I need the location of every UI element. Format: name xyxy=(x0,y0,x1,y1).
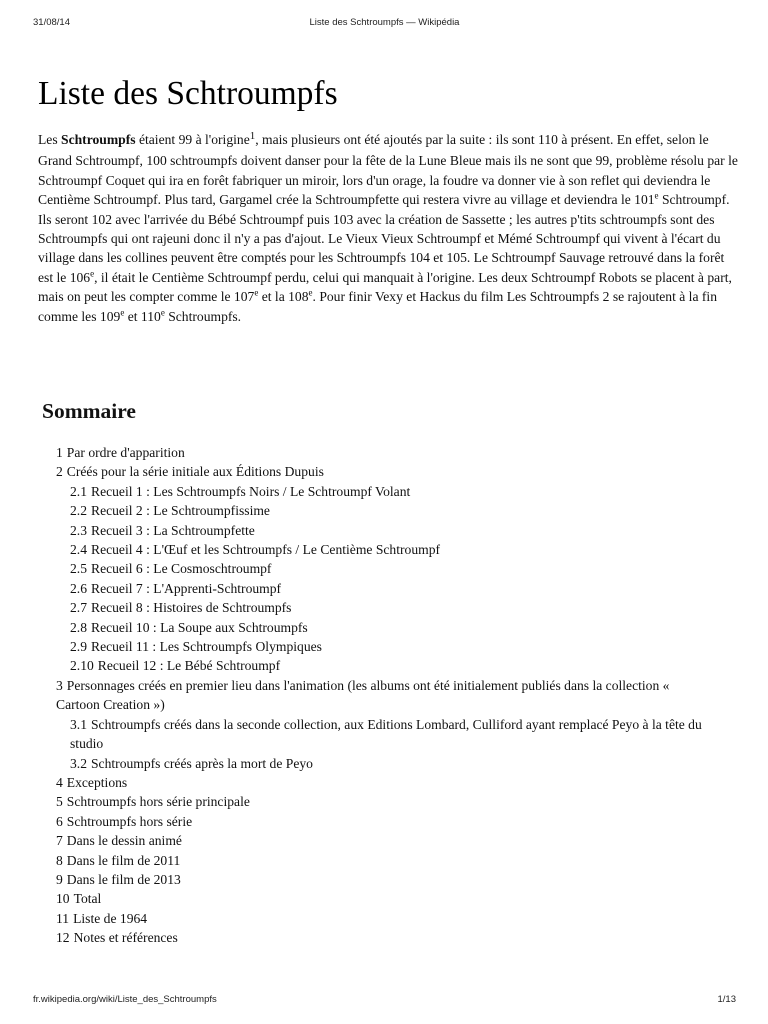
toc-item[interactable] xyxy=(42,792,742,811)
page-title: Liste des Schtroumpfs xyxy=(38,75,338,112)
toc-title: Sommaire xyxy=(42,399,136,423)
print-page-title: Liste des Schtroumpfs — Wikipédia xyxy=(309,17,460,28)
toc-number: 2.2 xyxy=(70,503,87,519)
toc-label: Personnages créés en premier lieu dans l'animation (les albums ont été initialement publiés dans la collection « Cartoon Creation ») xyxy=(56,677,670,713)
toc-number: 2.4 xyxy=(70,542,87,558)
intro-text: . Pour finir Vexy et Hackus du film Les Schtroumpfs 2 se rajoutent à la fin comme les 109 xyxy=(38,289,717,324)
toc-number: 2.1 xyxy=(70,483,87,499)
toc-label: Dans le film de 2013 xyxy=(66,871,181,887)
toc-label: Schtroumpfs hors série xyxy=(66,813,193,829)
reference-link[interactable]: 1 xyxy=(249,130,256,142)
toc-subitem[interactable] xyxy=(42,618,742,637)
toc-item[interactable] xyxy=(42,831,742,850)
toc-item[interactable] xyxy=(42,928,742,947)
toc-item[interactable] xyxy=(42,773,742,792)
toc-subitem[interactable] xyxy=(42,637,742,656)
toc-label: Recueil 10 : La Soupe aux Schtroumpfs xyxy=(91,619,308,635)
toc-subitem[interactable] xyxy=(42,656,742,675)
intro-text: , mais plusieurs ont été ajoutés par la suite : ils sont 110 à présent. En effet, selon le Grand Schtroumpf, 100 schtroumpfs doivent danser pour la fête de la Lune Bleue mais ils ne sont que 99, problème résolu par le Schtroumpf Coquet qui ira en forêt fabriquer un miroir, lors d'un orage, la foudre va donner vie à son reflet qui deviendra le Centième Schtroumpf. Plus tard, Gargamel crée la Schtroumpfette qui restera vivre au village et deviendra le 101 xyxy=(38,132,738,208)
toc-subitem[interactable] xyxy=(42,715,730,754)
toc-number: 3.1 xyxy=(70,716,87,732)
toc-subitem[interactable] xyxy=(42,482,742,501)
toc-number: 2.5 xyxy=(70,561,87,577)
toc-number: 2 xyxy=(56,464,63,480)
toc-label: Recueil 8 : Histoires de Schtroumpfs xyxy=(91,600,292,616)
toc-number: 2.3 xyxy=(70,522,87,538)
print-date: 31/08/14 xyxy=(33,17,70,28)
toc-label: Liste de 1964 xyxy=(73,910,148,926)
intro-text: Les xyxy=(38,132,62,147)
toc-number: 10 xyxy=(56,891,70,907)
toc-label: Schtroumpfs créés après la mort de Peyo xyxy=(91,755,313,771)
toc-number: 8 xyxy=(56,852,63,868)
toc-subitem[interactable] xyxy=(42,598,742,617)
toc-number: 9 xyxy=(56,871,63,887)
toc-number: 2.6 xyxy=(70,580,87,596)
toc-item[interactable] xyxy=(42,889,742,908)
toc-label: Dans le dessin animé xyxy=(66,833,182,849)
ordinal-suffix: e xyxy=(120,307,125,318)
toc-subitem[interactable] xyxy=(42,501,742,520)
toc-label: Par ordre d'apparition xyxy=(66,445,185,460)
ordinal-suffix: e xyxy=(308,287,313,298)
toc-label: Recueil 6 : Le Cosmoschtroumpf xyxy=(91,561,272,577)
print-header xyxy=(33,17,736,31)
toc-number: 1 xyxy=(56,445,63,460)
toc-number: 2.8 xyxy=(70,619,87,635)
print-page-number: 1/13 xyxy=(717,994,736,1005)
intro-text: Schtroumpfs. xyxy=(164,308,242,324)
toc-label: Total xyxy=(73,891,102,907)
toc-label: Schtroumpfs créés dans la seconde collection, aux Editions Lombard, Culliford ayant remplacé Peyo à la tête du studio xyxy=(70,716,702,752)
toc-label: Recueil 4 : L'Œuf et les Schtroumpfs / Le Centième Schtroumpf xyxy=(91,542,441,558)
toc-item[interactable] xyxy=(42,870,742,889)
toc-label: Recueil 12 : Le Bébé Schtroumpf xyxy=(97,658,281,674)
toc-number: 2.7 xyxy=(70,600,87,616)
toc-label: Recueil 1 : Les Schtroumpfs Noirs / Le Schtroumpf Volant xyxy=(91,483,411,499)
toc-number: 5 xyxy=(56,794,63,810)
toc-item[interactable] xyxy=(42,812,742,831)
toc-label: Recueil 11 : Les Schtroumpfs Olympiques xyxy=(91,639,322,655)
toc-item[interactable] xyxy=(42,909,742,928)
toc-subitem[interactable] xyxy=(42,521,742,540)
toc-number: 3.2 xyxy=(70,755,87,771)
toc-label: Exceptions xyxy=(66,774,128,790)
ordinal-suffix: e xyxy=(654,190,659,201)
article-subject-bold: Schtroumpfs xyxy=(61,132,136,147)
intro-text: Schtroumpf. Ils seront 102 avec l'arrivée du Bébé Schtroumpf puis 103 avec la création de Sassette ; les autres p'tits schtroumpfs sont des Schtroumpfs qui ont rajeuni donc il n'y a pas d'ajout. Le Vieux Vieux Schtroumpf et Mémé Schtroumpf qui vivent à l'écart du village dans les collines peuvent être comptés pour les Schtroumpfs 104 et 105. Le Schtroumpf Sauvage retrouvé dans la forêt est le 106 xyxy=(38,192,730,285)
toc-number: 4 xyxy=(56,774,63,790)
toc-label: Notes et références xyxy=(73,930,178,946)
intro-text: , il était le Centième Schtroumpf perdu, celui qui manquait à l'origine. Les deux Schtroumpf Robots se placent à part, mais on peut les compter comme le 107 xyxy=(38,269,732,305)
toc-number: 11 xyxy=(56,910,70,926)
ordinal-suffix: e xyxy=(90,268,95,279)
toc-label: Recueil 3 : La Schtroumpfette xyxy=(91,522,255,538)
toc-subitem[interactable] xyxy=(42,579,742,598)
intro-text: étaient 99 à l'origine xyxy=(135,132,250,147)
print-url: fr.wikipedia.org/wiki/Liste_des_Schtroumpfs xyxy=(33,994,217,1005)
ordinal-suffix: e xyxy=(254,287,259,298)
toc-item[interactable] xyxy=(42,462,742,481)
intro-paragraph xyxy=(38,130,738,326)
toc-item[interactable] xyxy=(42,676,716,715)
toc-label: Créés pour la série initiale aux Éditions Dupuis xyxy=(66,464,324,480)
table-of-contents xyxy=(42,396,742,948)
toc-label: Recueil 2 : Le Schtroumpfissime xyxy=(91,503,270,519)
intro-text: et 110 xyxy=(124,308,161,324)
print-footer xyxy=(33,994,736,1008)
toc-label: Recueil 7 : L'Apprenti-Schtroumpf xyxy=(91,580,282,596)
toc-subitem[interactable] xyxy=(42,559,742,578)
intro-text: et la 108 xyxy=(258,289,309,305)
toc-item[interactable] xyxy=(42,851,742,870)
toc-label: Schtroumpfs hors série principale xyxy=(66,794,250,810)
toc-number: 6 xyxy=(56,813,63,829)
toc-number: 3 xyxy=(56,677,63,693)
toc-subitem[interactable] xyxy=(42,540,742,559)
toc-item[interactable] xyxy=(42,443,742,462)
toc-subitem[interactable] xyxy=(42,754,742,773)
toc-list xyxy=(42,443,742,948)
toc-label: Dans le film de 2011 xyxy=(66,852,181,868)
toc-number: 2.9 xyxy=(70,639,87,655)
toc-number: 7 xyxy=(56,833,63,849)
ordinal-suffix: e xyxy=(160,307,165,318)
toc-number: 2.10 xyxy=(70,658,94,674)
toc-number: 12 xyxy=(56,930,70,946)
